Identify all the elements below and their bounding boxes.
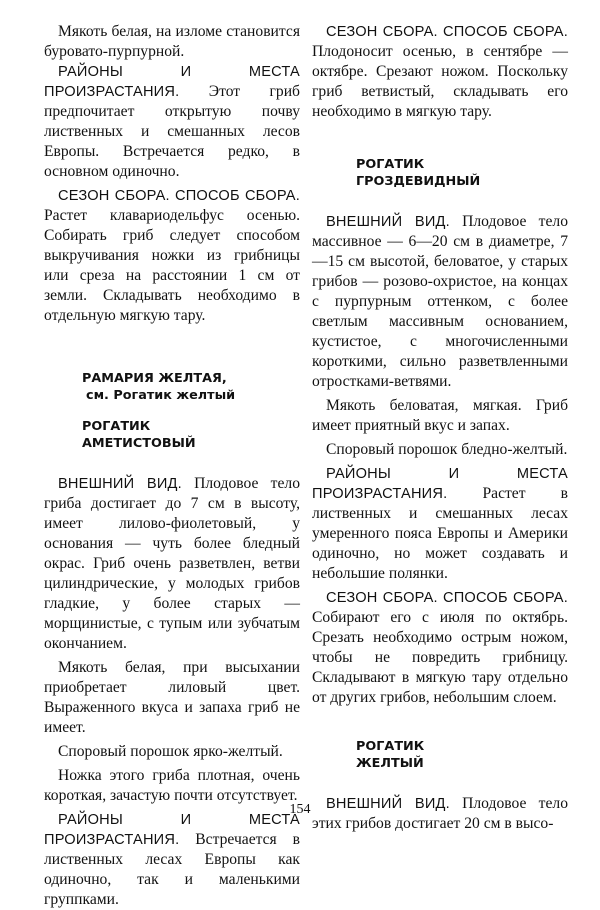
paragraph-flesh: Мякоть белая, при высыхании приобретает лиловый цвет. Выраженного вкуса и запаха гриб не имеет. bbox=[44, 659, 300, 736]
right-column bbox=[312, 22, 568, 834]
paragraph-appearance-grozdevidny bbox=[312, 212, 568, 392]
paragraph-lead: РАЙОНЫ И МЕСТА ПРОИЗРАСТАНИЯ. bbox=[312, 466, 568, 502]
paragraph-text: Собирают его с июля по октябрь. Срезать необходимо острым ножом, чтобы не повредить грибницу. Складывают в мягкую тару отдельно от других грибов, небольшим слоем. bbox=[312, 609, 568, 706]
heading-line: РОГАТИК bbox=[356, 157, 425, 172]
paragraph-lead: ВНЕШНИЙ ВИД. bbox=[326, 214, 450, 230]
section-heading-zhelty bbox=[312, 738, 568, 772]
paragraph-spore-powder-grozdevidny: Споровый порошок бледно-желтый. bbox=[326, 441, 568, 458]
paragraph-habitat bbox=[44, 62, 300, 182]
paragraph-lead: СЕЗОН СБОРА. СПОСОБ СБОРА. bbox=[58, 188, 300, 204]
page-number: 154 bbox=[289, 802, 311, 817]
heading-line: АМЕТИСТОВЫЙ bbox=[82, 436, 196, 451]
heading-line: ГРОЗДЕВИДНЫЙ bbox=[356, 174, 481, 189]
paragraph-text: Растет клавариодельфус осенью. Собирать гриб следует способом выкручивания ножки из грибницы или среза на расстоянии 1 см от земли. Складывать необходимо в отдельную мягкую тару. bbox=[44, 207, 300, 324]
paragraph-stem: Ножка этого гриба плотная, очень короткая, зачастую почти отсутствует. bbox=[44, 767, 300, 804]
paragraph-season-grozdevidny bbox=[312, 588, 568, 708]
section-heading-grozdevidny bbox=[312, 156, 568, 190]
paragraph-habitat-grozdevidny bbox=[312, 464, 568, 584]
paragraph-lead: ВНЕШНИЙ ВИД. bbox=[58, 476, 182, 492]
paragraph-lead: ВНЕШНИЙ ВИД. bbox=[326, 796, 450, 812]
paragraph-lead: СЕЗОН СБОРА. СПОСОБ СБОРА. bbox=[326, 590, 568, 606]
paragraph-season-amethyst bbox=[312, 22, 568, 122]
paragraph-lead: РАЙОНЫ И МЕСТА ПРОИЗРАСТАНИЯ. bbox=[44, 64, 300, 100]
paragraph-text: Встречается в лиственных лесах Европы как одиночно, так и маленькими группками. bbox=[44, 831, 300, 908]
paragraph-text: Плодовое тело гриба достигает до 7 см в высоту, имеет лилово-фиолетовый, у основания — чуть более бледный окрас. Гриб очень разветвлен, ветви цилиндрические, у молодых грибов гладкие, у более старых — морщинистые, с тупым или зубчатым окончанием. bbox=[44, 475, 300, 652]
section-heading-ramaria bbox=[44, 370, 300, 404]
paragraph-text: Плодовое тело массивное — 6—20 см в диаметре, 7—15 см высотой, беловатое, у старых грибов — розово-охристое, на концах с пурпурным оттенком, с более светлым массивным основанием, кустистое, с многочисленными короткими, сильно разветвленными отростками-ветвями. bbox=[312, 213, 568, 390]
paragraph-appearance bbox=[44, 474, 300, 654]
paragraph-spore-powder: Споровый порошок ярко-желтый. bbox=[58, 743, 283, 760]
section-heading-amethyst bbox=[44, 418, 300, 452]
paragraph-season bbox=[44, 186, 300, 326]
paragraph-text: Растет в лиственных и смешанных лесах умеренного пояса Европы и Америки одиночно, но может создавать и небольшие полянки. bbox=[312, 485, 568, 582]
heading-line: РОГАТИК bbox=[356, 739, 425, 754]
paragraph-lead: РАЙОНЫ И МЕСТА ПРОИЗРАСТАНИЯ. bbox=[44, 812, 300, 848]
paragraph-habitat-amethyst bbox=[44, 810, 300, 910]
heading-line: РАМАРИЯ ЖЕЛТАЯ, bbox=[82, 371, 227, 386]
heading-line: ЖЕЛТЫЙ bbox=[356, 756, 424, 771]
paragraph-flesh-grozdevidny: Мякоть беловатая, мягкая. Гриб имеет приятный вкус и запах. bbox=[312, 397, 568, 434]
left-column bbox=[44, 22, 300, 910]
heading-line: см. Рогатик желтый bbox=[86, 388, 236, 403]
heading-line: РОГАТИК bbox=[82, 419, 151, 434]
paragraph-text: Этот гриб предпочитает открытую почву лиственных и смешанных лесов Европы. Встречается редко, в основном одиночно. bbox=[44, 83, 300, 180]
paragraph-flesh-color: Мякоть белая, на изломе становится буровато-пурпурной. bbox=[44, 23, 300, 60]
paragraph-text: Плодовое тело этих грибов достигает 20 см в высо- bbox=[312, 795, 568, 832]
paragraph-lead: СЕЗОН СБОРА. СПОСОБ СБОРА. bbox=[326, 24, 568, 40]
paragraph-text: Плодоносит осенью, в сентябре — октябре. Срезают ножом. Поскольку гриб ветвистый, складывать его необходимо в мягкую тару. bbox=[312, 43, 568, 120]
